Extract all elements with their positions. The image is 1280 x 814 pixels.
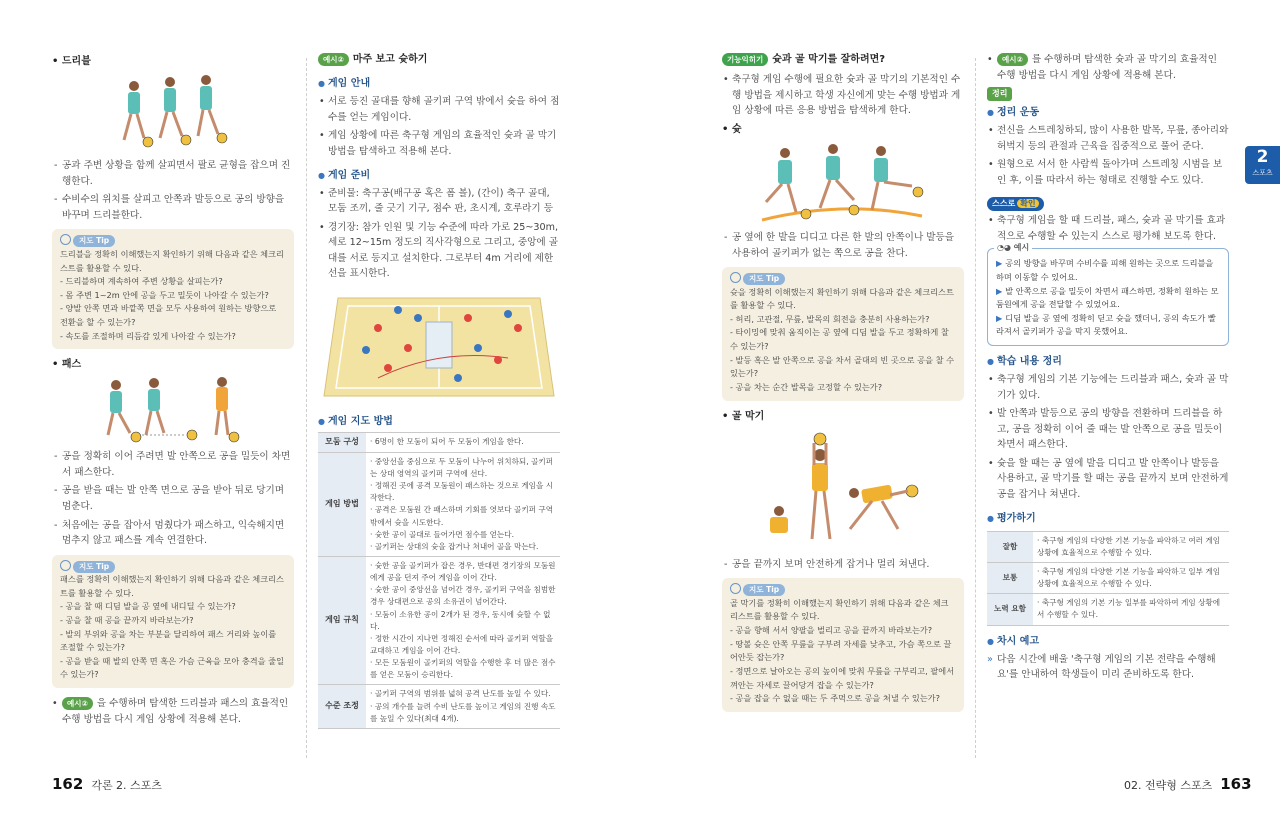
table-value [366, 556, 560, 684]
tip-item: - 공을 차는 순간 발목을 고정할 수 있는가? [730, 381, 883, 392]
self-check-list [987, 213, 1229, 244]
table-key: 모둠 구성 [318, 433, 366, 453]
dribble-illustration [52, 74, 294, 154]
table-key: 보통 [987, 563, 1033, 594]
table-value [1033, 563, 1229, 594]
table-value [366, 433, 560, 453]
tip-item: - 몸 주변 1~2m 안에 공을 두고 밀듯이 나아갈 수 있는가? [60, 289, 269, 300]
shoot-players-image [722, 142, 964, 226]
block-point: - 공을 끝까지 보며 안전하게 잡거나 멀리 쳐낸다. [732, 557, 964, 573]
tip-item: - 발의 부위와 공을 차는 부분을 달리하여 패스 거리와 높이를 조절할 수 있는가? [60, 628, 277, 653]
table-key: 게임 규칙 [318, 556, 366, 684]
tip-badge: 지도 Tip [743, 273, 785, 285]
game-method-table [318, 432, 560, 729]
shoot-point: - 공 옆에 한 발을 디디고 다른 한 발의 안쪽이나 발등을 사용하여 골키퍼가 없는 쪽으로 공을 찬다. [732, 230, 964, 261]
page-number: 162 [52, 775, 84, 793]
table-value-line: · 축구형 게임의 다양한 기본 기능을 파악하고 여러 게임 상황에 효율적으로 수행할 수 있다. [1037, 536, 1220, 557]
example-label [994, 241, 1032, 254]
table-key: 수준 조정 [318, 685, 366, 728]
table-value-line: · 축구형 게임의 다양한 기본 기능을 파악하고 일부 게임 상황에 효율적으로 수행할 수 있다. [1037, 567, 1220, 588]
dribble-heading: • 드리블 [52, 56, 91, 67]
example-badge: 예시② [318, 53, 349, 66]
table-value-line: · 골키퍼 구역의 범위를 넓혀 공격 난도를 높일 수 있다. [370, 688, 556, 700]
lightbulb-icon [60, 560, 71, 571]
table-value-line: · 축구형 게임의 기본 기능 일부를 파악하여 게임 상황에서 수행할 수 있다. [1037, 598, 1220, 619]
table-value [366, 452, 560, 556]
table-key: 잘함 [987, 531, 1033, 562]
summary-list [987, 372, 1229, 502]
block-heading: • 골 막기 [722, 410, 765, 422]
tip-item: - 양발 안쪽 면과 바깥쪽 면을 모두 사용하여 원하는 방향으로 전환을 할 수 있는가? [60, 303, 277, 327]
dribble-players-image [52, 74, 294, 154]
table-value-line: · 모둠이 소유한 공이 2개가 된 경우, 동시에 슛할 수 없다. [370, 609, 556, 633]
cooldown-item: • 전신을 스트레칭하되, 많이 사용한 발목, 무릎, 종아리와 허벅지 등의 관절과 근육을 집중적으로 풀어 준다. [997, 123, 1229, 154]
chapter-number: 2 [1256, 147, 1269, 167]
example-box [987, 243, 1229, 346]
skill-title: 슛과 골 막기를 잘하려면? [772, 54, 886, 65]
tip-badge: 지도 Tip [743, 584, 785, 596]
chapter-tab[interactable] [1245, 146, 1280, 184]
tip-item: - 땅볼 슛은 안쪽 무릎을 구부려 자세를 낮추고, 가슴 쪽으로 끌어안듯 잡는가? [730, 638, 952, 663]
self-check-tag-text: 스스로 [992, 199, 1016, 209]
tip-item: - 공을 받을 때 발의 안쪽 면 혹은 가슴 근육을 모아 충격을 줄일 수 있는가? [60, 655, 285, 680]
table-row [318, 433, 560, 453]
pass-illustration [52, 377, 294, 445]
example-item [996, 312, 1220, 339]
game-prep-heading: ● 게임 준비 [318, 168, 560, 184]
tip-intro: 슛을 정확히 이해했는지 확인하기 위해 다음과 같은 체크리스트를 활용할 수 있다. [730, 286, 954, 311]
tip-item: - 공을 찰 때 디딤 발을 공 옆에 내디딜 수 있는가? [60, 601, 236, 612]
triangle-icon: ▶ [996, 285, 1003, 296]
right-page-column-2 [987, 52, 1229, 683]
table-value-line: · 정해진 곳에 공격 모둠원이 패스하는 것으로 게임을 시작한다. [370, 480, 556, 504]
pass-heading: • 패스 [52, 359, 82, 371]
goalkeeper-image [722, 429, 964, 553]
soccer-field-image [318, 288, 560, 406]
table-value-line: · 슛한 공을 골키퍼가 잡은 경우, 반대편 경기장의 모둠원에게 공을 던져 주어 게임을 이어 간다. [370, 560, 556, 584]
right-footer [1124, 772, 1260, 796]
next-lesson [987, 652, 1229, 683]
game-title-row [318, 52, 560, 68]
self-check-item: • 축구형 게임을 할 때 드리블, 패스, 슛과 골 막기를 효과적으로 수행할 수 있는지 스스로 평가해 보도록 한다. [997, 213, 1229, 244]
block-tip-box [722, 578, 964, 711]
tip-item: - 허리, 고관절, 무릎, 발목의 회전을 충분히 사용하는가? [730, 313, 930, 324]
game-title: 마주 보고 슛하기 [352, 54, 428, 65]
summary-heading: ● 학습 내용 정리 [987, 354, 1229, 370]
page-number: 163 [1220, 775, 1252, 793]
next-lesson-text: 다음 시간에 배울 '축구형 게임의 기본 전략을 수행해 요'를 안내하여 학생들이 미리 준비하도록 한다. [997, 653, 1216, 681]
table-value [366, 685, 560, 728]
summary-item: • 슛을 할 때는 공 옆에 발을 디디고 발 안쪽이나 발등을 사용하고, 골 막기를 할 때는 공을 끝까지 보며 안전하게 공을 잡거나 쳐낸다. [997, 456, 1229, 503]
goalkeeper-illustration [722, 429, 964, 553]
tip-item: - 드리블하며 계속하여 주변 상황을 살피는가? [60, 276, 223, 287]
self-check-tag [987, 197, 1044, 211]
tip-item: - 공을 찰 때 공을 끝까지 바라보는가? [60, 615, 194, 625]
table-row [987, 594, 1229, 625]
skill-badge: 기능익히기 [722, 53, 768, 66]
table-value [1033, 594, 1229, 625]
right-page-column-1 [722, 52, 964, 720]
game-method-heading: ● 게임 지도 방법 [318, 414, 560, 430]
tip-intro: 패스를 정확히 이해했는지 확인하기 위해 다음과 같은 체크리스트를 활용할 수 있다. [60, 574, 284, 598]
table-value-line: · 정한 시간이 지나면 정해진 순서에 따라 골키퍼 역할을 교대하고 게임을 이어 간다. [370, 633, 556, 657]
pass-point: - 처음에는 공을 잡아서 멈췄다가 패스하고, 익숙해지면 멈추지 않고 패스를 계속 연결한다. [62, 518, 294, 549]
lightbulb-icon [730, 583, 741, 594]
side-top-text: 를 수행하며 탐색한 슛과 골 막기의 효율적인 수행 방법을 다시 게임 상황에 적용해 본다. [997, 54, 1217, 81]
game-intro-item: • 게임 상황에 따른 축구형 게임의 효율적인 슛과 골 막기 방법을 탐색하고 적용해 본다. [328, 128, 560, 159]
tip-item: - 공을 향해 서서 양팔을 벌리고 공을 끝까지 바라보는가? [730, 625, 933, 636]
speech-bubble-icon: ◔◕ [997, 243, 1014, 253]
summary-item: • 축구형 게임의 기본 기능에는 드리블과 패스, 슛과 골 막기가 있다. [997, 372, 1229, 403]
table-key: 노력 요함 [987, 594, 1033, 625]
left-page-column-1 [52, 52, 294, 727]
lightbulb-icon [730, 272, 741, 283]
table-value-line: · 중앙선을 중심으로 두 모둠이 나누어 위치하되, 골키퍼는 상대 영역의 골키퍼 구역에 선다. [370, 456, 556, 480]
footer-text: 각론 2. 스포츠 [91, 779, 162, 792]
tip-item: - 타이밍에 맞춰 움직이는 공 옆에 디딤 발을 두고 정확하게 찰 수 있는가? [730, 327, 949, 352]
game-prep-item: • 준비물: 축구공(배구공 혹은 폼 볼), (간이) 축구 골대, 모둠 조끼, 줄 긋기 기구, 점수 판, 초시계, 호루라기 등 [328, 186, 560, 217]
wrap-up-tag: 정리 [987, 87, 1012, 101]
table-row [318, 685, 560, 728]
column-divider [975, 58, 976, 758]
example-text: 공의 방향을 바꾸며 수비수를 피해 원하는 곳으로 드리블을 하며 이동할 수 있어요. [996, 258, 1214, 283]
game-intro-heading: ● 게임 안내 [318, 76, 560, 92]
evaluation-heading: ● 평가하기 [987, 511, 1229, 527]
tip-item: - 정면으로 날아오는 공의 높이에 맞춰 무릎을 구부리고, 팔에서 껴안는 자세로 끌어당겨 잡을 수 있는가? [730, 665, 955, 690]
table-value-line: · 모든 모둠원이 골키퍼의 역할을 수행한 후 더 많은 점수를 얻은 모둠이 승리한다. [370, 657, 556, 681]
summary-item: • 발 안쪽과 발등으로 공의 방향을 전환하며 드리블을 하고, 공을 정확히 이어 줄 때는 발 안쪽으로 공을 밀듯이 차면서 패스한다. [997, 406, 1229, 453]
dribble-point: - 공과 주변 상황을 함께 살피면서 팔로 균형을 잡으며 진행한다. [62, 158, 294, 189]
example-text: 발 안쪽으로 공을 밀듯이 차면서 패스하면, 정확히 원하는 모둠원에게 공을 전달할 수 있었어요. [996, 285, 1219, 310]
pass-points [52, 449, 294, 548]
tip-badge: 지도 Tip [73, 235, 115, 247]
tip-item: - 발등 혹은 발 안쪽으로 공을 차서 골대의 빈 곳으로 공을 찰 수 있는가? [730, 354, 955, 379]
pass-point: - 공을 정확히 이어 주려면 발 안쪽으로 공을 밀듯이 차면서 패스한다. [62, 449, 294, 480]
left-footer [52, 772, 162, 796]
shoot-heading: • 슛 [722, 123, 742, 135]
tip-intro: 드리블을 정확히 이해했는지 확인하기 위해 다음과 같은 체크리스트를 활용할 수 있다. [60, 248, 284, 273]
example-label-text: 예시 [1013, 243, 1030, 253]
example-item [996, 285, 1220, 312]
table-value-line: · 슛한 공이 골대로 들어가면 점수를 얻는다. [370, 529, 556, 541]
block-points [722, 557, 964, 573]
table-row [987, 531, 1229, 562]
side-top: • 예시② 를 수행하며 탐색한 슛과 골 막기의 효율적인 수행 방법을 다시 게임 상황에 적용해 본다. [987, 54, 1217, 81]
skill-title-row [722, 52, 964, 68]
skill-intro: • 축구형 게임 수행에 필요한 슛과 골 막기의 기본적인 수행 방법을 제시하고 학생 자신에게 맞는 수행 방법과 게임 상황에 따른 응용 방법을 탐색하게 한다. [732, 72, 964, 119]
example-badge: 예시② [997, 53, 1028, 66]
table-value [1033, 531, 1229, 562]
dribble-points [52, 158, 294, 223]
cooldown-heading: ● 정리 운동 [987, 105, 1229, 121]
game-intro-item: • 서로 등진 골대를 향해 골키퍼 구역 밖에서 슛을 하여 점수를 얻는 게임이다. [328, 94, 560, 125]
game-prep-list [318, 186, 560, 282]
table-row [987, 563, 1229, 594]
triangle-icon: ▶ [996, 258, 1003, 269]
tip-intro: 골 막기를 정확히 이해했는지 확인하기 위해 다음과 같은 체크리스트를 활용할 수 있다. [730, 597, 949, 622]
column-divider [306, 58, 307, 758]
table-value-line: · 6명이 한 모둠이 되어 두 모둠이 게임을 한다. [370, 436, 556, 448]
example-badge: 예시② [62, 697, 93, 710]
tip-badge: 지도 Tip [73, 561, 115, 573]
pass-players-image [52, 377, 294, 445]
tip-item: - 속도를 조절하며 리듬감 있게 나아갈 수 있는가? [60, 330, 236, 341]
double-chevron-icon: » [987, 653, 993, 665]
next-lesson-heading: ● 차시 예고 [987, 634, 1229, 650]
self-check-tag-highlight: 확인 [1017, 199, 1038, 208]
field-illustration [318, 288, 560, 406]
lightbulb-icon [60, 234, 71, 245]
pass-tip-box [52, 555, 294, 688]
cooldown-list [987, 123, 1229, 188]
triangle-icon: ▶ [996, 312, 1003, 323]
table-value-line: · 골키퍼는 상대의 슛을 잡거나 쳐내어 골을 막는다. [370, 541, 556, 553]
tip-item: - 공을 잡을 수 없을 때는 두 주먹으로 공을 쳐낼 수 있는가? [730, 693, 940, 704]
table-row [318, 452, 560, 556]
dribble-point: - 수비수의 위치를 살피고 안쪽과 발등으로 공의 방향을 바꾸며 드리블한다. [62, 192, 294, 223]
evaluation-table [987, 531, 1229, 626]
shoot-illustration [722, 142, 964, 226]
shoot-points [722, 230, 964, 261]
skill-intro-list [722, 72, 964, 119]
pass-point: - 공을 받을 때는 발 안쪽 면으로 공을 받아 뒤로 당기며 멈춘다. [62, 483, 294, 514]
table-value-line: · 공격은 모둠원 간 패스하며 기회를 엿보다 골키퍼 구역 밖에서 슛을 시도한다. [370, 504, 556, 528]
table-row [318, 556, 560, 684]
footer-text: 02. 전략형 스포츠 [1124, 779, 1213, 792]
game-prep-item: • 경기장: 참가 인원 및 기능 수준에 따라 가로 25~30m, 세로 12~15m 정도의 직사각형으로 그리고, 중앙에 골대를 서로 등지고 설치한다. 그로부터 4m 거리에 제한선을 표시한다. [328, 220, 560, 282]
pass-closing: • 예시② 을 수행하며 탐색한 드리블과 패스의 효율적인 수행 방법을 다시 게임 상황에 적용해 본다. [52, 698, 289, 725]
chapter-label: 스포츠 [1252, 169, 1273, 177]
cooldown-item: • 원형으로 서서 한 사람씩 돌아가며 스트레칭 시범을 보인 후, 이를 따라서 하는 형태로 진행할 수도 있다. [997, 157, 1229, 188]
example-text: 디딤 발을 공 옆에 정확히 딛고 슛을 했더니, 공의 속도가 빨라져서 골키퍼가 공을 막지 못했어요. [996, 312, 1216, 337]
example-item [996, 257, 1220, 284]
game-intro-list [318, 94, 560, 159]
closing-text: 을 수행하며 탐색한 드리블과 패스의 효율적인 수행 방법을 다시 게임 상황에 적용해 본다. [62, 698, 289, 725]
left-page-column-2 [318, 52, 560, 729]
table-key: 게임 방법 [318, 452, 366, 556]
table-value-line: · 공의 개수를 늘려 수비 난도를 높이고 게임의 진행 속도를 높일 수 있다(최대 4개). [370, 701, 556, 725]
dribble-tip-box [52, 229, 294, 349]
shoot-tip-box [722, 267, 964, 400]
table-value-line: · 슛한 공이 중앙선을 넘어간 경우, 골키퍼 구역을 침범한 경우 상대편으로 공의 소유권이 넘어간다. [370, 584, 556, 608]
